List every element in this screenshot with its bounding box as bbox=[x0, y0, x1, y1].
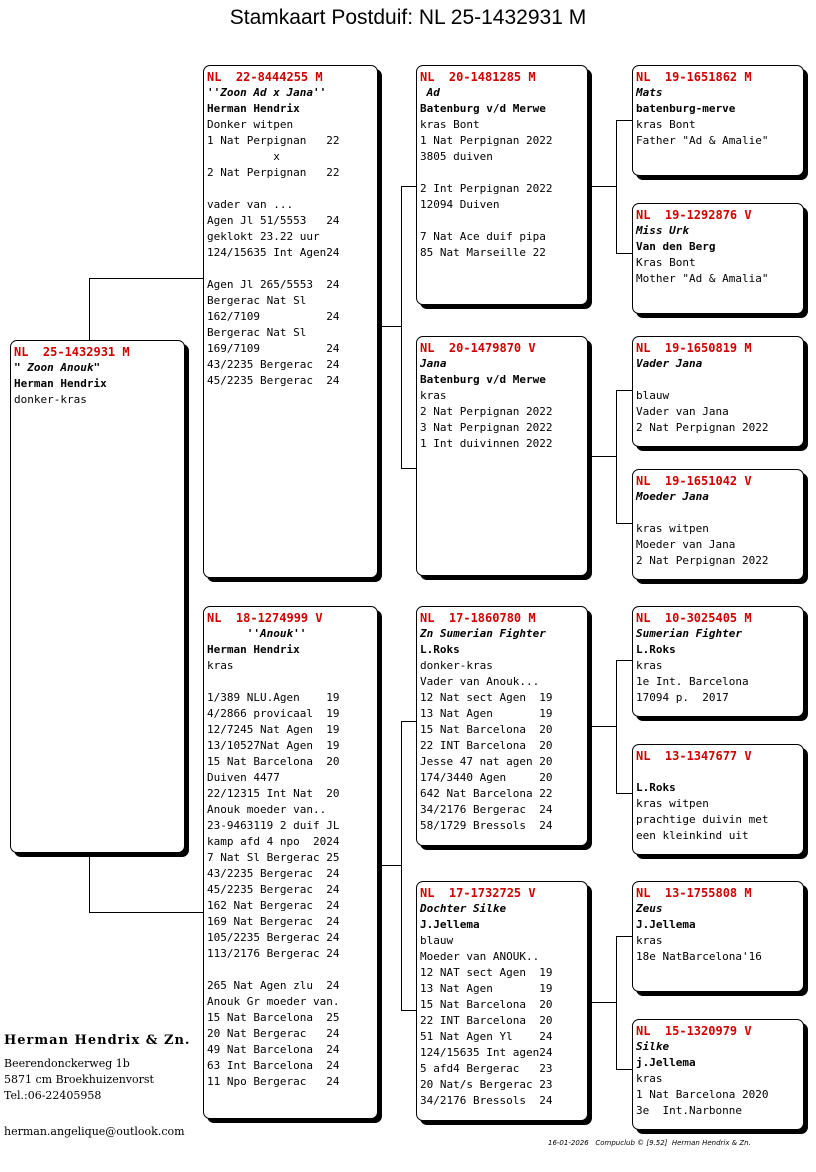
card-line: Anouk Gr moeder van. bbox=[207, 995, 340, 1008]
card-line: Bergerac Nat Sl bbox=[207, 326, 307, 339]
card-fmf[interactable] bbox=[632, 336, 804, 447]
card-line: Donker witpen bbox=[207, 118, 294, 131]
owner-name: Herman Hendrix bbox=[207, 102, 300, 115]
connector bbox=[616, 390, 617, 523]
card-line bbox=[636, 372, 800, 388]
card-mfm[interactable] bbox=[632, 744, 804, 855]
card-line: 7 Nat Ace duif pipa bbox=[420, 230, 546, 243]
pigeon-name: Moeder Jana bbox=[636, 490, 709, 503]
breeder-address: Beerendonckerweg 1b bbox=[4, 1057, 130, 1070]
card-line: Anouk moeder van.. bbox=[207, 803, 327, 816]
connector bbox=[401, 721, 402, 1010]
card-line: vader van ... bbox=[207, 198, 294, 211]
ring-number: NL 20-1479870 V bbox=[420, 341, 536, 355]
ring-number: NL 22-8444255 M bbox=[207, 70, 323, 84]
owner-name: Batenburg v/d Merwe bbox=[420, 102, 546, 115]
card-line: 642 Nat Barcelona 22 bbox=[420, 787, 553, 800]
card-line: 169 Nat Bergerac 24 bbox=[207, 915, 340, 928]
card-line: 2 Int Perpignan 2022 bbox=[420, 182, 553, 195]
card-subject[interactable] bbox=[10, 340, 185, 853]
card-line: Vader van Anouk... bbox=[420, 675, 540, 688]
card-mmm[interactable] bbox=[632, 1019, 804, 1130]
ring-number: NL 19-1651042 V bbox=[636, 474, 752, 488]
connector bbox=[592, 456, 616, 457]
card-line: Bergerac Nat Sl bbox=[207, 294, 307, 307]
card-line bbox=[636, 505, 800, 521]
ring-number: NL 13-1347677 V bbox=[636, 749, 752, 763]
card-father-father[interactable] bbox=[416, 65, 588, 305]
card-line: 12 NAT sect Agen 19 bbox=[420, 966, 553, 979]
pigeon-name: Sumerian Fighter bbox=[636, 627, 742, 640]
connector bbox=[89, 278, 90, 340]
pigeon-name: Dochter Silke bbox=[420, 902, 507, 915]
card-line: 174/3440 Agen 20 bbox=[420, 771, 553, 784]
card-line: 2 Nat Perpignan 2022 bbox=[636, 421, 769, 434]
card-line: 45/2235 Bergerac 24 bbox=[207, 883, 340, 896]
card-line: 12/7245 Nat Agen 19 bbox=[207, 723, 340, 736]
connector bbox=[382, 865, 401, 866]
card-line: 11 Npo Bergerac 24 bbox=[207, 1075, 340, 1088]
card-line: Moeder van Jana bbox=[636, 538, 736, 551]
card-line: 63 Int Barcelona 24 bbox=[207, 1059, 340, 1072]
connector bbox=[592, 186, 616, 187]
breeder-email[interactable]: herman.angelique@outlook.com bbox=[4, 1125, 185, 1138]
pigeon-name: Vader Jana bbox=[636, 357, 703, 370]
card-line: 162/7109 24 bbox=[207, 310, 340, 323]
ring-number: NL 19-1650819 M bbox=[636, 341, 752, 355]
card-line: 1 Int duivinnen 2022 bbox=[420, 437, 553, 450]
card-line: 13 Nat Agen 19 bbox=[420, 707, 553, 720]
card-mmf[interactable] bbox=[632, 881, 804, 992]
card-father[interactable] bbox=[203, 65, 378, 578]
ring-number: NL 19-1292876 V bbox=[636, 208, 752, 222]
ring-number: NL 19-1651862 M bbox=[636, 70, 752, 84]
owner-name: j.Jellema bbox=[636, 1056, 696, 1069]
ring-number: NL 10-3025405 M bbox=[636, 611, 752, 625]
card-line bbox=[207, 181, 374, 197]
card-line: 169/7109 24 bbox=[207, 342, 340, 355]
pigeon-name: Zn Sumerian Fighter bbox=[420, 627, 546, 640]
card-line: 2 Nat Perpignan 2022 bbox=[636, 554, 769, 567]
card-line: 3e Int.Narbonne bbox=[636, 1104, 742, 1117]
pigeon-name: Zeus bbox=[636, 902, 663, 915]
connector bbox=[616, 936, 632, 937]
card-line: Moeder van ANOUK.. bbox=[420, 950, 540, 963]
card-line bbox=[420, 213, 584, 229]
connector bbox=[382, 326, 401, 327]
card-line: 2 Nat Perpignan 2022 bbox=[420, 405, 553, 418]
owner-name: L.Roks bbox=[636, 643, 676, 656]
connector bbox=[89, 912, 204, 913]
owner-name: Herman Hendrix bbox=[207, 643, 300, 656]
card-line: 17094 p. 2017 bbox=[636, 691, 729, 704]
card-line: kras witpen bbox=[636, 797, 709, 810]
card-line: kras Bont bbox=[420, 118, 480, 131]
card-line: geklokt 23.22 uur bbox=[207, 230, 320, 243]
owner-name: Herman Hendrix bbox=[14, 377, 107, 390]
card-line: 13/10527Nat Agen 19 bbox=[207, 739, 340, 752]
card-fmm[interactable] bbox=[632, 469, 804, 580]
card-line: prachtige duivin met bbox=[636, 813, 769, 826]
card-line: kras Bont bbox=[636, 118, 696, 131]
card-line: 34/2176 Bergerac 24 bbox=[420, 803, 553, 816]
card-line: 51 Nat Agen Yl 24 bbox=[420, 1030, 553, 1043]
card-line: kras bbox=[636, 1072, 663, 1085]
card-line: 18e NatBarcelona'16 bbox=[636, 950, 762, 963]
card-line: 1 Nat Perpignan 2022 bbox=[420, 134, 553, 147]
card-line: 124/15635 Int Agen24 bbox=[207, 246, 340, 259]
card-line: 43/2235 Bergerac 24 bbox=[207, 867, 340, 880]
card-line: 162 Nat Bergerac 24 bbox=[207, 899, 340, 912]
owner-name: L.Roks bbox=[636, 781, 676, 794]
connector bbox=[616, 523, 632, 524]
card-line: 113/2176 Bergerac 24 bbox=[207, 947, 340, 960]
connector bbox=[616, 660, 632, 661]
card-line: 34/2176 Bressols 24 bbox=[420, 1094, 553, 1107]
card-line: 23-9463119 2 duif JL bbox=[207, 819, 340, 832]
breeder-name: Herman Hendrix & Zn. bbox=[4, 1033, 191, 1048]
card-line: 3 Nat Perpignan 2022 bbox=[420, 421, 553, 434]
connector bbox=[616, 390, 632, 391]
card-line: donker-kras bbox=[420, 659, 493, 672]
card-line: 85 Nat Marseille 22 bbox=[420, 246, 546, 259]
ring-number: NL 18-1274999 V bbox=[207, 611, 323, 625]
card-line: kras witpen bbox=[636, 522, 709, 535]
connector bbox=[616, 660, 617, 793]
connector bbox=[401, 721, 417, 722]
card-line bbox=[636, 764, 800, 780]
card-line: x bbox=[207, 150, 280, 163]
card-mother-father[interactable] bbox=[416, 606, 588, 846]
card-line: 43/2235 Bergerac 24 bbox=[207, 358, 340, 371]
card-line: een kleinkind uit bbox=[636, 829, 749, 842]
card-father-mother[interactable] bbox=[416, 336, 588, 576]
card-line: donker-kras bbox=[14, 393, 87, 406]
card-line: blauw bbox=[636, 389, 670, 402]
card-line bbox=[420, 165, 584, 181]
breeder-phone: Tel.:06-22405958 bbox=[4, 1089, 102, 1102]
card-line: 12094 Duiven bbox=[420, 198, 500, 211]
connector bbox=[89, 278, 204, 279]
owner-name: J.Jellema bbox=[636, 918, 696, 931]
connector bbox=[616, 120, 632, 121]
pigeon-name: Miss Urk bbox=[636, 224, 689, 237]
card-line: 45/2235 Bergerac 24 bbox=[207, 374, 340, 387]
connector bbox=[401, 186, 417, 187]
card-line: Duiven 4477 bbox=[207, 771, 280, 784]
card-line: 7 Nat Sl Bergerac 25 bbox=[207, 851, 340, 864]
pigeon-name: Mats bbox=[636, 86, 663, 99]
card-line: 49 Nat Barcelona 24 bbox=[207, 1043, 340, 1056]
card-line: 5 afd4 Bergerac 23 bbox=[420, 1062, 553, 1075]
card-line: 124/15635 Int agen24 bbox=[420, 1046, 553, 1059]
card-line: 15 Nat Barcelona 20 bbox=[207, 755, 340, 768]
card-mother[interactable] bbox=[203, 606, 378, 1119]
connector bbox=[616, 936, 617, 1069]
connector bbox=[592, 1002, 616, 1003]
card-line: 2 Nat Perpignan 22 bbox=[207, 166, 340, 179]
connector bbox=[592, 726, 616, 727]
card-line: 22 INT Barcelona 20 bbox=[420, 739, 553, 752]
breeder-info bbox=[4, 1033, 190, 1104]
card-line: kras bbox=[636, 659, 663, 672]
owner-name: Van den Berg bbox=[636, 240, 716, 253]
card-line: 3805 duiven bbox=[420, 150, 493, 163]
card-line: kras bbox=[207, 659, 234, 672]
card-line: 15 Nat Barcelona 20 bbox=[420, 723, 553, 736]
card-line: 1/389 NLU.Agen 19 bbox=[207, 691, 340, 704]
card-line: 1 Nat Barcelona 2020 bbox=[636, 1088, 769, 1101]
card-line: 22/12315 Int Nat 20 bbox=[207, 787, 340, 800]
card-line: Agen Jl 51/5553 24 bbox=[207, 214, 340, 227]
ring-number: NL 17-1860780 M bbox=[420, 611, 536, 625]
card-line: kamp afd 4 npo 2024 bbox=[207, 835, 340, 848]
card-line: 20 Nat/s Bergerac 23 bbox=[420, 1078, 553, 1091]
ring-number: NL 15-1320979 V bbox=[636, 1024, 752, 1038]
card-line: 58/1729 Bressols 24 bbox=[420, 819, 553, 832]
pigeon-name: " Zoon Anouk" bbox=[14, 361, 101, 374]
connector bbox=[616, 793, 632, 794]
breeder-city: 5871 cm Broekhuizenvorst bbox=[4, 1073, 154, 1086]
card-line bbox=[207, 261, 374, 277]
card-line: 1 Nat Perpignan 22 bbox=[207, 134, 340, 147]
card-line: Father "Ad & Amalie" bbox=[636, 134, 769, 147]
owner-name: batenburg-merve bbox=[636, 102, 736, 115]
connector bbox=[401, 186, 402, 468]
owner-name: Batenburg v/d Merwe bbox=[420, 373, 546, 386]
pigeon-name: Jana bbox=[420, 357, 447, 370]
connector bbox=[401, 1010, 417, 1011]
connector bbox=[616, 120, 617, 253]
card-mff[interactable] bbox=[632, 606, 804, 717]
card-line: 20 Nat Bergerac 24 bbox=[207, 1027, 340, 1040]
ring-number: NL 25-1432931 M bbox=[14, 345, 130, 359]
footer-credit: 16-01-2026 Compuclub © [9.52] Herman Hendrix & Zn. bbox=[548, 1139, 751, 1147]
card-line: kras bbox=[636, 934, 663, 947]
card-line: 12 Nat sect Agen 19 bbox=[420, 691, 553, 704]
card-line bbox=[207, 674, 374, 690]
connector bbox=[616, 253, 632, 254]
card-line: blauw bbox=[420, 934, 454, 947]
card-line: 1e Int. Barcelona bbox=[636, 675, 749, 688]
pigeon-name: ''Anouk'' bbox=[207, 627, 307, 640]
owner-name: J.Jellema bbox=[420, 918, 480, 931]
card-ffm[interactable] bbox=[632, 203, 804, 314]
card-line: 4/2866 provicaal 19 bbox=[207, 707, 340, 720]
card-line bbox=[207, 962, 374, 978]
pigeon-name: ''Zoon Ad x Jana'' bbox=[207, 86, 327, 99]
card-line: 15 Nat Barcelona 20 bbox=[420, 998, 553, 1011]
card-line: 265 Nat Agen zlu 24 bbox=[207, 979, 340, 992]
pigeon-name: Silke bbox=[636, 1040, 670, 1053]
connector bbox=[401, 468, 417, 469]
card-line: 15 Nat Barcelona 25 bbox=[207, 1011, 340, 1024]
ring-number: NL 20-1481285 M bbox=[420, 70, 536, 84]
owner-name: L.Roks bbox=[420, 643, 460, 656]
page-title: Stamkaart Postduif: NL 25-1432931 M bbox=[229, 6, 587, 29]
card-mother-mother[interactable] bbox=[416, 881, 588, 1121]
card-line: Jesse 47 nat agen 20 bbox=[420, 755, 553, 768]
card-line: kras bbox=[420, 389, 447, 402]
card-line: Mother "Ad & Amalia" bbox=[636, 272, 769, 285]
connector bbox=[89, 853, 90, 912]
pigeon-name: Ad bbox=[420, 86, 440, 99]
ring-number: NL 17-1732725 V bbox=[420, 886, 536, 900]
ring-number: NL 13-1755808 M bbox=[636, 886, 752, 900]
card-line: Kras Bont bbox=[636, 256, 696, 269]
card-line: Agen Jl 265/5553 24 bbox=[207, 278, 340, 291]
card-line: 105/2235 Bergerac 24 bbox=[207, 931, 340, 944]
card-fff[interactable] bbox=[632, 65, 804, 176]
card-line: 13 Nat Agen 19 bbox=[420, 982, 553, 995]
connector bbox=[616, 1069, 632, 1070]
card-line: Vader van Jana bbox=[636, 405, 729, 418]
card-line: 22 INT Barcelona 20 bbox=[420, 1014, 553, 1027]
